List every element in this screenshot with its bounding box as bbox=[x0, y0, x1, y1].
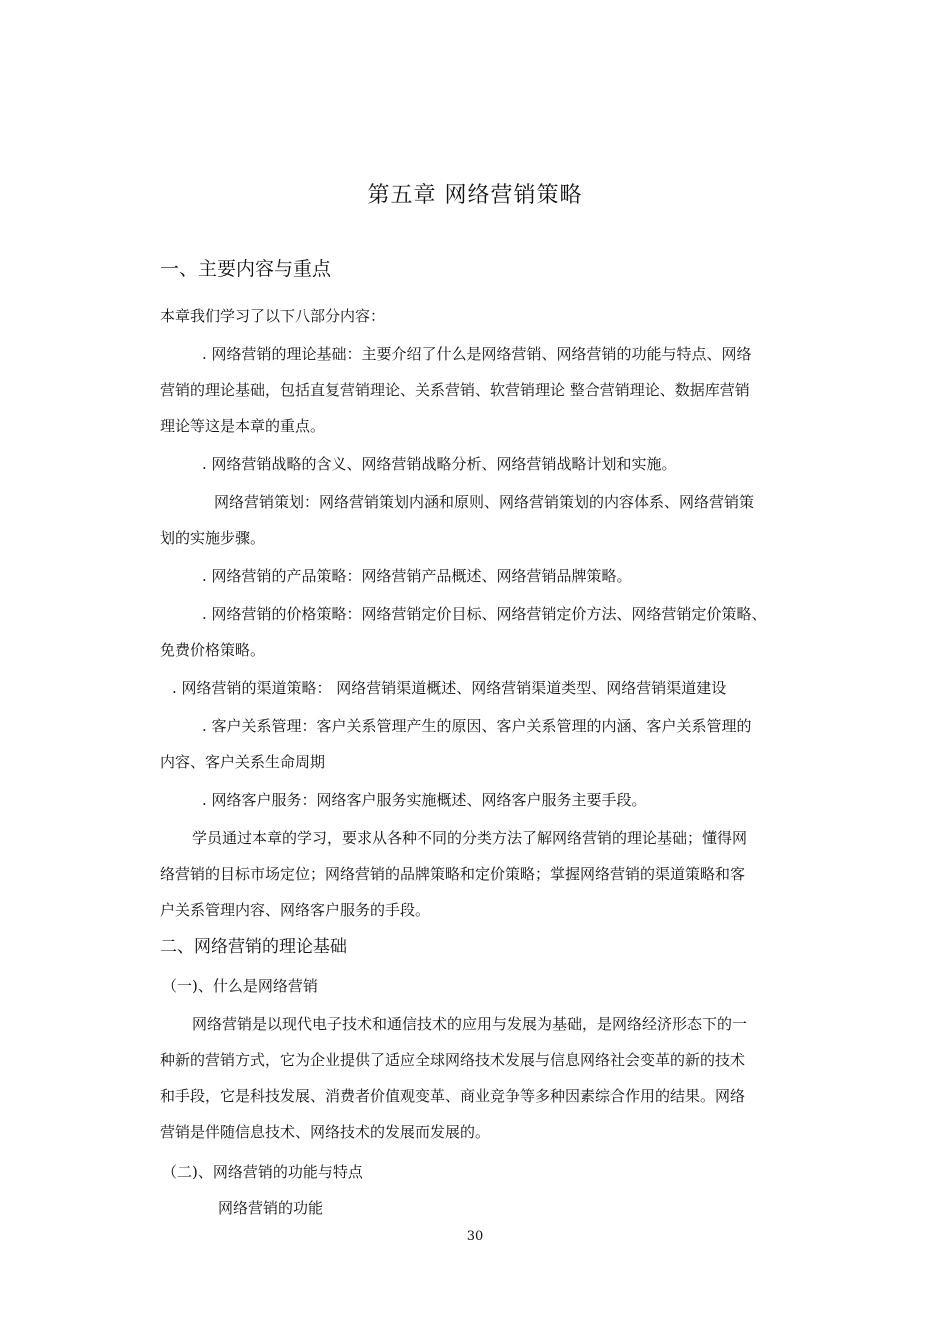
item-7-line-1: . 客户关系管理：客户关系管理产生的原因、客户关系管理的内涵、客户关系管理的 bbox=[202, 717, 752, 735]
definition-line-2: 种新的营销方式，它为企业提供了适应全球网络技术发展与信息网络社会变革的新的技术 bbox=[160, 1051, 746, 1069]
item-5-line-2: 免费价格策略。 bbox=[160, 641, 266, 659]
section-heading-main-content: 一、主要内容与重点 bbox=[160, 258, 332, 280]
item-1-line-1: . 网络营销的理论基础：主要介绍了什么是网络营销、网络营销的功能与特点、网络 bbox=[202, 345, 752, 363]
item-6-line-1: . 网络营销的渠道策略： 网络营销渠道概述、网络营销渠道类型、网络营销渠道建设 bbox=[172, 679, 727, 697]
definition-line-4: 营销是伴随信息技术、网络技术的发展而发展的。 bbox=[160, 1123, 491, 1141]
subheading-functions-and-features: （二)、网络营销的功能与特点 bbox=[162, 1163, 363, 1181]
item-4-line-1: . 网络营销的产品策略：网络营销产品概述、网络营销品牌策略。 bbox=[202, 567, 632, 585]
section-heading-theory: 二、网络营销的理论基础 bbox=[160, 937, 347, 957]
subheading-what-is-network-marketing: （一)、什么是网络营销 bbox=[162, 977, 318, 995]
functions-item: 网络营销的功能 bbox=[218, 1199, 324, 1217]
item-1-line-3: 理论等这是本章的重点。 bbox=[160, 417, 326, 435]
summary-line-1: 学员通过本章的学习，要求从各种不同的分类方法了解网络营销的理论基础；懂得网 bbox=[192, 829, 748, 847]
item-3-line-2: 划的实施步骤。 bbox=[160, 529, 266, 547]
summary-line-3: 户关系管理内容、网络客户服务的手段。 bbox=[160, 901, 431, 919]
item-1-line-2: 营销的理论基础，包括直复营销理论、关系营销、软营销理论 整合营销理论、数据库营销 bbox=[160, 381, 750, 399]
page-number: 30 bbox=[466, 1229, 484, 1244]
intro-text: 本章我们学习了以下八部分内容： bbox=[160, 307, 386, 325]
item-3-line-1: 网络营销策划：网络营销策划内涵和原则、网络营销策划的内容体系、网络营销策 bbox=[214, 493, 755, 511]
item-7-line-2: 内容、客户关系生命周期 bbox=[160, 753, 326, 771]
definition-line-3: 和手段，它是科技发展、消费者价值观变革、商业竞争等多种因素综合作用的结果。网络 bbox=[160, 1087, 746, 1105]
item-2-line-1: . 网络营销战略的含义、网络营销战略分析、网络营销战略计划和实施。 bbox=[202, 455, 677, 473]
definition-line-1: 网络营销是以现代电子技术和通信技术的应用与发展为基础，是网络经济形态下的一 bbox=[192, 1015, 748, 1033]
item-8-line-1: . 网络客户服务：网络客户服务实施概述、网络客户服务主要手段。 bbox=[202, 791, 647, 809]
item-5-line-1: . 网络营销的价格策略：网络营销定价目标、网络营销定价方法、网络营销定价策略、 bbox=[202, 605, 767, 623]
chapter-title: 第五章 网络营销策略 bbox=[367, 183, 583, 208]
summary-line-2: 络营销的目标市场定位；网络营销的品牌策略和定价策略；掌握网络营销的渠道策略和客 bbox=[160, 865, 746, 883]
